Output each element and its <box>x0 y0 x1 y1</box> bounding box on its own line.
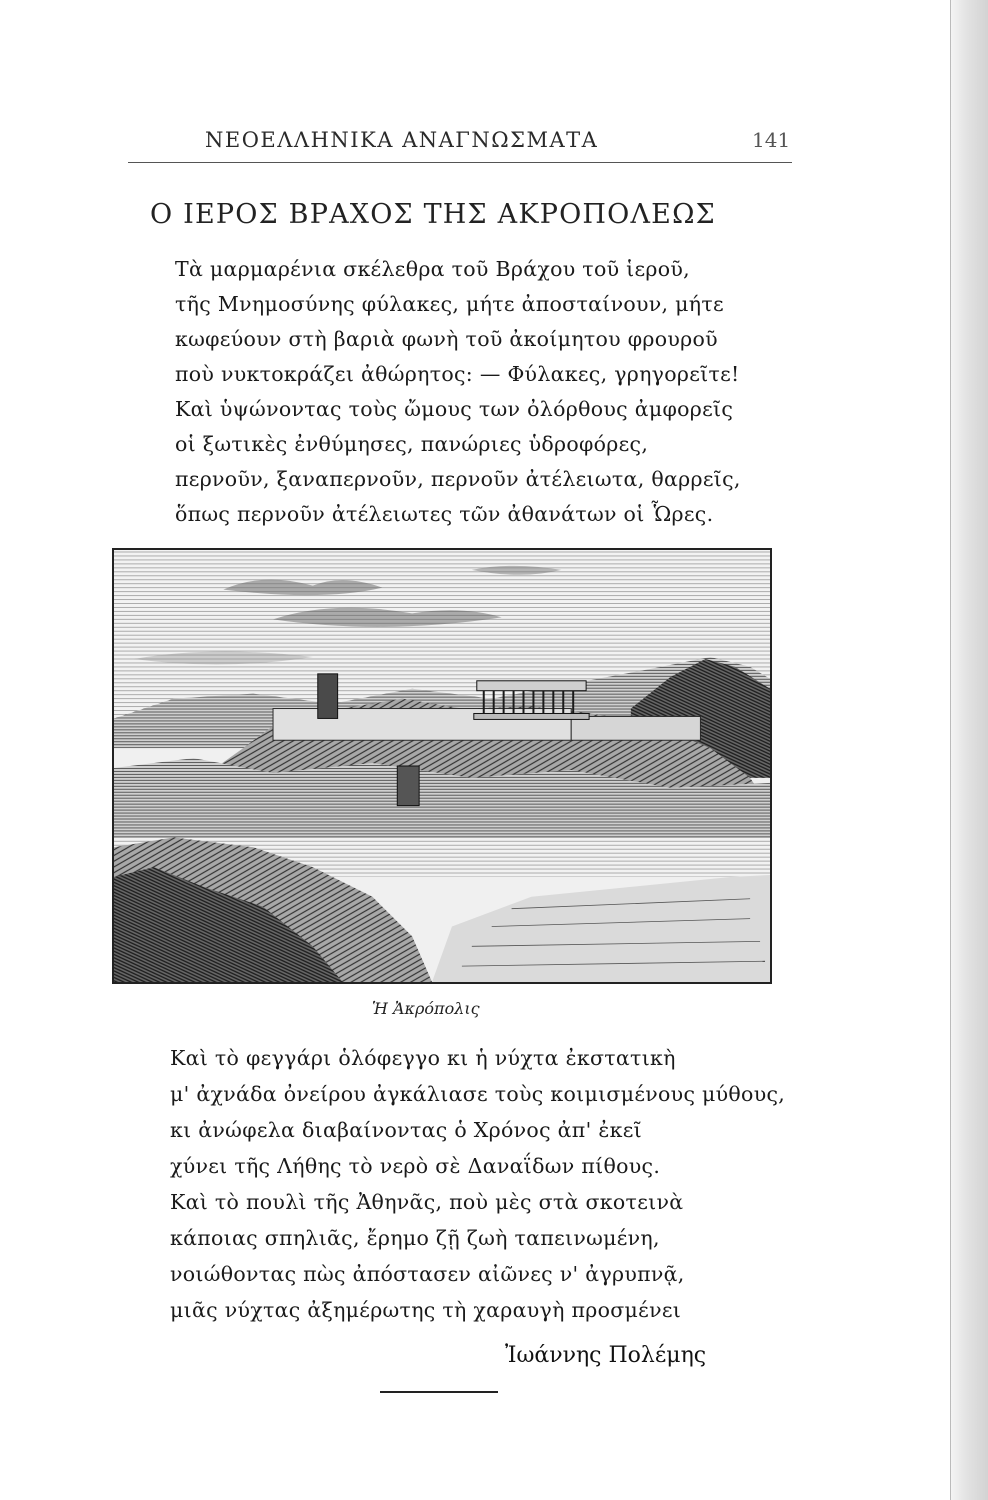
poem-line: τῆς Μνημοσύνης φύλακες, μήτε ἀποσταίνουν, μήτε <box>175 292 724 316</box>
poem-line: μ' ἀχνάδα ὀνείρου ἀγκάλιασε τοὺς κοιμισμένους μύθους, <box>170 1082 786 1106</box>
poem-line: ποὺ νυκτοκράζει ἀθώρητος: — Φύλακες, γρηγορεῖτε! <box>175 362 740 386</box>
author-name: Ἰωάννης Πολέμης <box>505 1343 707 1368</box>
poem-line: μιᾶς νύχτας ἀξημέρωτης τὴ χαραυγὴ προσμένει <box>170 1298 682 1322</box>
poem-line: Τὰ μαρμαρένια σκέλεθρα τοῦ Βράχου τοῦ ἱεροῦ, <box>175 257 690 281</box>
poem-line: οἱ ξωτικὲς ἐνθύμησες, πανώριες ὑδροφόρες, <box>175 432 649 456</box>
acropolis-engraving-icon <box>112 548 772 984</box>
poem-line: Καὶ τὸ πουλὶ τῆς Ἀθηνᾶς, ποὺ μὲς στὰ σκοτεινὰ <box>170 1190 684 1214</box>
poem-line: χύνει τῆς Λήθης τὸ νερὸ σὲ Δαναΐδων πίθους. <box>170 1154 661 1178</box>
poem-title: Ο ΙΕΡΟΣ ΒΡΑΧΟΣ ΤΗΣ ΑΚΡΟΠΟΛΕΩΣ <box>150 199 716 230</box>
page-edge <box>950 0 988 1500</box>
figure-caption: Ἡ Ἀκρόπολις <box>372 999 480 1018</box>
poem-line: κωφεύουν στὴ βαριὰ φωνὴ τοῦ ἀκοίμητου φρουροῦ <box>175 327 718 351</box>
poem-line: Καὶ τὸ φεγγάρι ὁλόφεγγο κι ἡ νύχτα ἐκστατικὴ <box>170 1046 676 1070</box>
poem-line: Καὶ ὑψώνοντας τοὺς ὤμους των ὀλόρθους ἀμφορεῖς <box>175 397 734 421</box>
running-title: ΝΕΟΕΛΛΗΝΙΚΑ ΑΝΑΓΝΩΣΜΑΤΑ <box>205 128 599 152</box>
poem-line: κι ἀνώφελα διαβαίνοντας ὁ Χρόνος ἀπ' ἐκεῖ <box>170 1118 643 1142</box>
poem-line: νοιώθοντας πὼς ἀπόστασεν αἰῶνες ν' ἀγρυπνᾷ, <box>170 1262 685 1286</box>
end-rule <box>380 1391 498 1393</box>
header-rule <box>128 162 792 163</box>
poem-line: κάποιας σπηλιᾶς, ἔρημο ζῇ ζωὴ ταπεινωμένη, <box>170 1226 660 1250</box>
poem-line: ὅπως περνοῦν ἀτέλειωτες τῶν ἀθανάτων οἱ Ὧρες. <box>175 502 714 526</box>
poem-line: περνοῦν, ξαναπερνοῦν, περνοῦν ἀτέλειωτα, θαρρεῖς, <box>175 467 741 491</box>
page-number: 141 <box>752 128 791 152</box>
